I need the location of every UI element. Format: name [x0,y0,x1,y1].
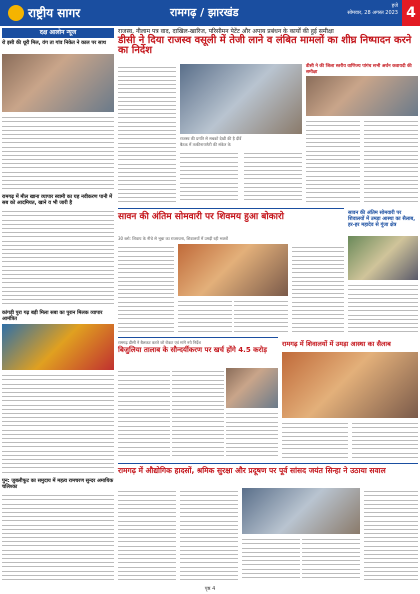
lead-kicker: राजस्व, नीलाम पत्र वाद, दाखिल-खारिज, परिसीमन पेटेंट और अपाय प्रबंधन के कार्यों की हुई समीक्षा [118,28,334,35]
crowd-headline: रामगढ़ में शिवालयों में उमड़ा आस्था का सैलाब [282,340,391,348]
crowd-photo [282,352,418,418]
page-footer: पृष्ठ 4 [204,586,216,592]
divider-rule-2 [118,337,278,338]
monsoon-headline: सावन की अंतिम सोमवारी पर शिवमय हुआ बोकारो [118,212,285,222]
city-label: हजे [391,3,398,9]
monsoon-subhead: 30 ब्लो: शिवाय के नीचे से भूबा का राजरचना, शिवालयों में उमड़ी रही भक्तों [118,236,228,241]
lead-text-col-4 [306,118,360,204]
lead-story-header [118,28,418,56]
bijli-text-col-3 [226,410,278,460]
sidebar-text-1 [2,114,114,192]
lead-photo-caption: डीसी ने की जिला स्तरीय वाणिज्य पांगंच सभी अर्थन कवायदी की समीक्षा [306,64,412,75]
bijli-text-col-1 [118,368,170,460]
bottom-text-col-5 [364,488,418,582]
bottom-text-col-1 [118,488,176,582]
bottom-text-col-3 [242,536,300,582]
section-title: रामगढ़ / झारखंड [170,6,239,19]
crowd-text-col-1 [282,420,348,460]
divider-rule-3 [118,463,418,464]
monsoon-text-col-3 [234,298,288,334]
sidebar-photo-1 [2,54,114,112]
lead-text-col-1 [118,64,176,204]
lead-text-col-5 [364,118,418,204]
lead-highlight-2: बैठक में तत्कीनायणेटी की संकेत के [180,142,231,147]
monsoon-text-col-4 [292,244,344,334]
divider-rule [118,208,344,209]
bijli-photo [226,368,278,408]
monsoon-text-col-2 [178,298,232,334]
monsoon-text-col-1 [118,244,174,334]
lead-headline: डीसी ने दिया राजस्व वसूली में तेजी लाने व लंबित मामलों का शीघ्र निष्पादन करने का निर्देश [118,35,412,56]
sidebar-story1-head: रो इसी की धूरी मिल, वंग ता गांव निकेत ने काल पर साथ [2,40,106,46]
monsoon-photo [178,244,288,296]
bijli-kicker: रामगढ़ डीसी ने बैलकट करते जो रोकट एवं मांगे नये निर्देश [118,340,202,345]
brand-title: राष्ट्रीय सागर [28,6,81,20]
sidebar-story2-head: रामगढ़ में मील खाना व्यापार स्वामी का यह नवीकरण पानी में सब को आदमियत, खाने व भी जारी है [2,194,113,206]
lead-text-col-2 [180,150,238,204]
sidebar-band: दक्ष आलोन न्यूज [2,28,114,38]
sidebar-text-3 [2,372,114,476]
bijli-headline: बिजुलिया तालाब के सौन्दर्यीकरण पर खर्च होंगे 4.5 करोड़ [118,346,267,354]
bottom-photo [242,488,360,534]
bottom-text-col-2 [180,488,238,582]
page-number: 4 [402,0,420,26]
crowd-text-col-2 [352,420,418,460]
right-side-photo [348,236,418,280]
right-side-headline: सावन की अंतिम सोमवारी पर शिवालयों में उमड़ा आस्था का सैलाब, हर-हर महादेव से गूंजा क्षेत्र [348,210,416,228]
brand-emblem-icon [8,5,24,21]
right-side-text [348,282,418,334]
lead-text-col-3 [244,150,302,204]
masthead [0,0,420,26]
date-label: सोमवार, 28 अगस्त 2023 [347,10,398,16]
lead-photo-meeting [180,64,302,134]
date-info [342,3,398,17]
lead-highlight-1: राजस्व की प्रगति से सबको देखी की है दीवें [180,136,242,141]
sidebar-story3-head: कांगड़ी पुरा गढ़ बड़ी मिला सबा का पुरान मिलक व्यापार आमंत्रित [2,310,103,322]
bottom-text-col-4 [302,536,360,582]
sidebar-text-4 [2,492,114,584]
bottom-headline: रामगढ़ में औद्योगिक हादसों, श्रमिक सुरक्षा और प्रदूषण पर पूर्व सांसद जयंत सिन्हा ने उठाया सवाल [118,466,386,475]
bijli-text-col-2 [172,368,224,460]
sidebar-story4-head: पुन: जुबलीफूट का समुदाय में महत्व रामचरण सुन्दर अमायिक चलिश्का [2,478,114,490]
lead-photo-2 [306,76,418,116]
sidebar-photo-2 [2,324,114,370]
sidebar-text-2 [2,208,114,308]
